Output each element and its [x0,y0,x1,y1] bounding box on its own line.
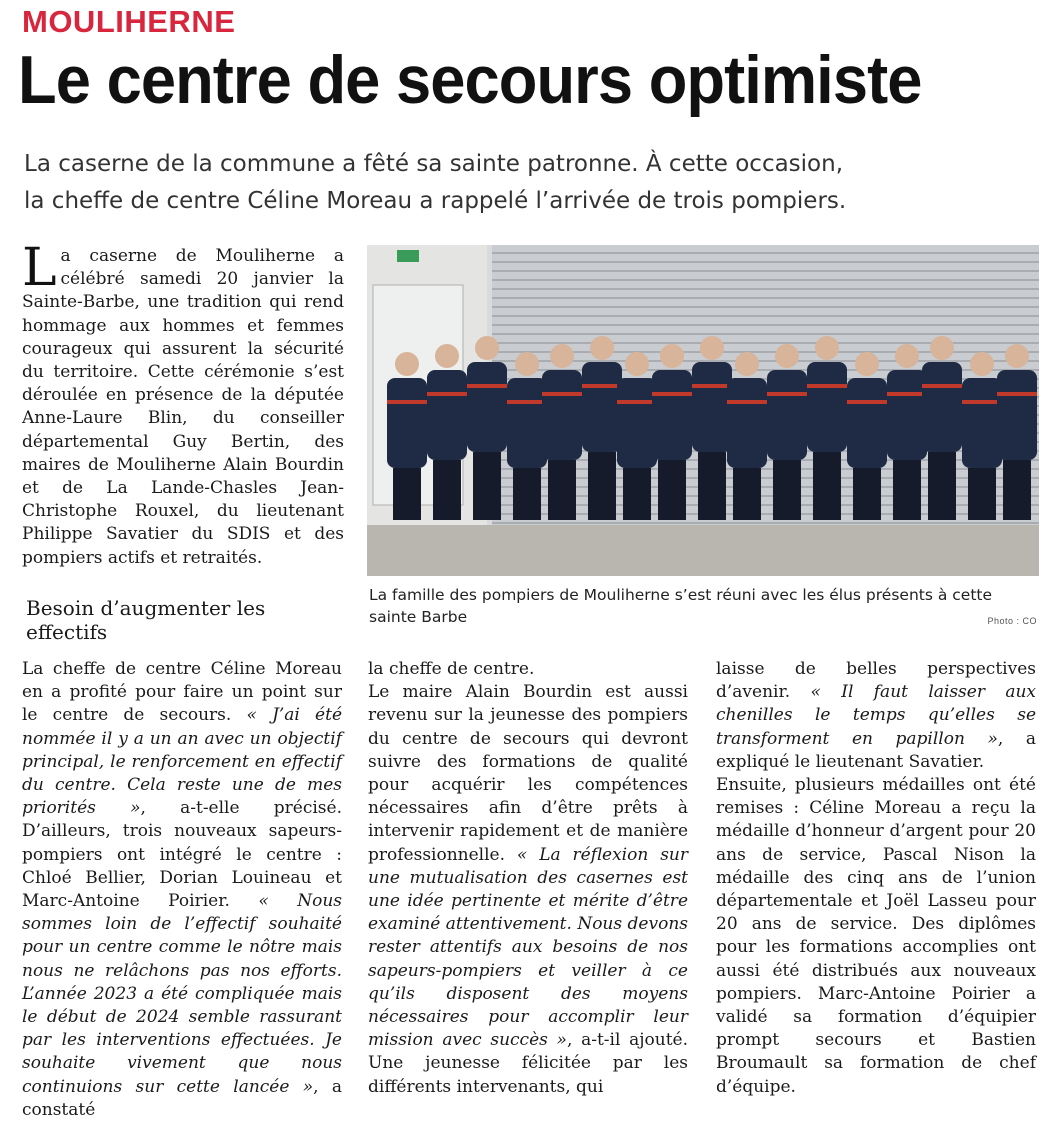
person-figure [652,344,692,520]
intro-text: a caserne de Mouliherne a célébré samedi 20 janvier la Sainte-Barbe, une tradition qui rend hommage aux hommes et femmes courageux qui assurent la sécurité du territoire. Cette cérémonie s’est déroulée en présence de la députée Anne-Laure Blin, du conseiller départemental Guy Bertin, des maires de Mouliherne Alain Bourdin et de La Lande-Chasles Jean-Christophe Rouxel, du lieutenant Philippe Savatier du SDIS et des pompiers actifs et retraités. [22,246,344,568]
standfirst-line-1: La caserne de la commune a fêté sa sainte patronne. À cette occasion, [24,151,844,177]
photo-caption: La famille des pompiers de Mouliherne s’est réuni avec les élus présents à cette sainte Barbe [369,586,993,626]
column-text: , a constaté [22,1076,342,1120]
person-figure [427,344,467,520]
people-group [387,336,1037,520]
column-text: Ensuite, plusieurs médailles ont été remises : Céline Moreau a reçu la médaille d’honneur d’argent pour 20 ans de service, Pascal Nison la médaille des cinq ans de l’union départementale et Joël Lasseu pour 20 ans de service. Des diplômes pour les formations accomplies ont aussi été distribués aux nouveaux pompiers. Marc-Antoine Poirier a validé sa formation d’équipier prompt secours et Bastien Broumault sa formation de chef d’équipe. [716,775,1036,1097]
person-figure [807,336,847,520]
column-text: laisse de belles perspectives d’avenir. [716,659,1036,703]
quote-text: « La réflexion sur une mutualisation des casernes est une idée pertinente et mérite d’être examiné attentivement. Nous devons rester attentifs aux besoins de nos sapeurs-pompiers et veiller à ce qu’ils disposent des moyens nécessaires pour accomplir leur mission avec succès » [368,844,688,1051]
quote-text: « Il faut laisser aux chenilles le temps qu’elles se transforment en papillon » [716,682,1036,749]
quote-text: « Nous sommes loin de l’effectif souhaité pour un centre comme le nôtre mais nous ne relâchons pas nos efforts. L’année 2023 a été compliquée mais le début de 2024 semble rassurant par les interventions effectuées. Je souhaite vivement que nous continuions sur cette lancée » [22,891,343,1097]
column-text: la cheffe de centre. [368,659,535,679]
column-text: La cheffe de centre Céline Moreau en a profité pour faire un point sur le centre de secours. [22,659,342,726]
person-figure [922,336,962,520]
standfirst [24,146,1034,220]
group-photo [367,245,1039,576]
group-photo-illustration [367,245,1039,576]
subheading: Besoin d’augmenter les effectifs [26,596,266,644]
person-figure [887,344,927,520]
person-figure [692,336,732,520]
standfirst-line-2: la cheffe de centre Céline Moreau a rappelé l’arrivée de trois pompiers. [24,188,847,214]
column-text: , a-t-elle précisé. D’ailleurs, trois nouveaux sapeurs-pompiers ont intégré le centre : Chloé Bellier, Dorian Louineau et Marc-Antoine Poirier. [22,798,342,912]
column-text: , a-t-il ajouté. Une jeunesse félicitée par les différents intervenants, qui [368,1030,688,1097]
person-figure [467,336,507,520]
quote-text: « J’ai été nommée il y a un an avec un objectif principal, le renforcement en effectif du centre. Cela reste une de mes priorités » [22,705,342,819]
person-figure [767,344,807,520]
article-column-2 [368,658,688,1099]
column-text: Le maire Alain Bourdin est aussi revenu sur la jeunesse des pompiers du centre de secours qui devront suivre des formations de qualité pour acquérir les compétences nécessaires afin d’être prêts à intervenir rapidement et de manière professionnelle. [368,682,688,865]
column-text: , a expliqué le lieutenant Savatier. [716,728,1036,772]
person-figure [542,344,582,520]
person-figure [582,336,622,520]
intro-paragraph [22,238,344,570]
column-paragraph [716,658,1036,774]
drop-cap: L [22,238,57,298]
section-kicker: MOULIHERNE [22,4,236,39]
column-paragraph [368,681,688,1099]
page-title: Le centre de secours optimiste [18,42,922,118]
person-figure [997,344,1037,520]
photo-credit: Photo : CO [987,616,1037,626]
article-column-3 [716,658,1036,1099]
article-column-1 [22,658,342,1122]
